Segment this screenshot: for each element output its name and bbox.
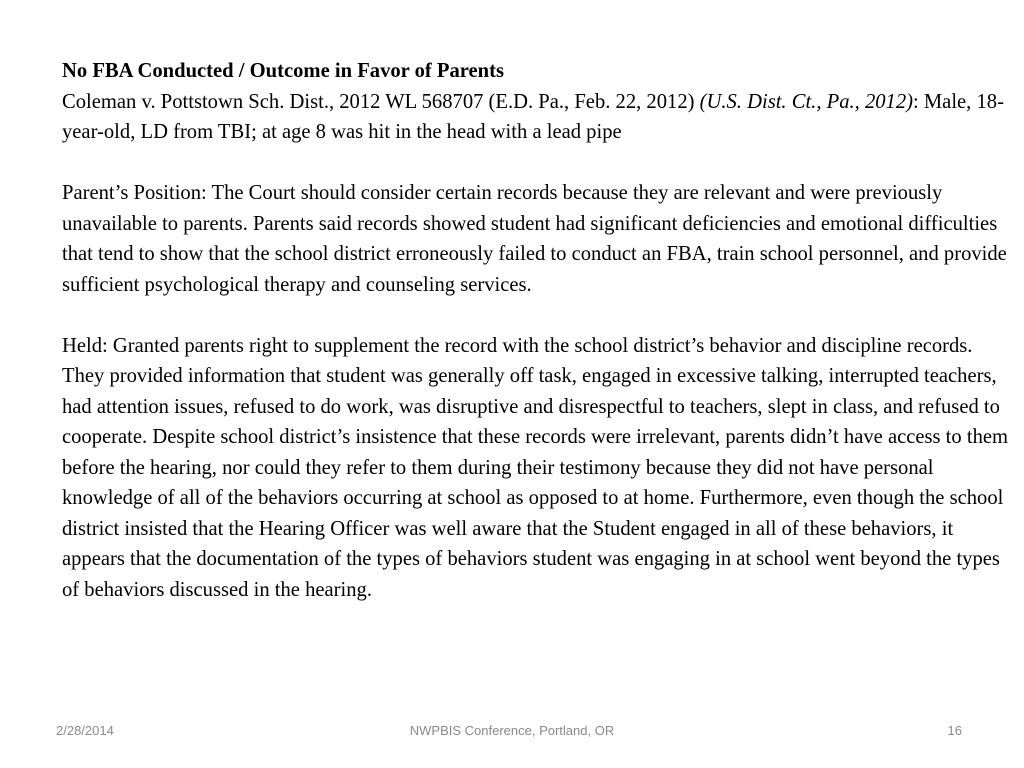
held-paragraph: Held: Granted parents right to supplement the record with the school district’s behavior and discipline records. They provided information that student was generally off task, engaged in excessive talking, interrupted teachers, had attention issues, refused to do work, was disruptive and disrespectful to teachers, slept in class, and refused to cooperate. Despite school district’s insistence that these records were irrelevant, parents didn’t have access to them before the hearing, nor could they refer to them during their testimony because they did not have personal knowledge of all of the behaviors occurring at school as opposed to at home. Furthermore, even though the school district insisted that the Hearing Officer was well aware that the Student engaged in all of these behaviors, it appears that the documentation of the types of behaviors student was engaging in at school went beyond the types of behaviors discussed in the hearing. <box>62 334 1009 601</box>
footer-event: NWPBIS Conference, Portland, OR <box>409 723 615 738</box>
case-summary: : Male, 18-year-old, LD from TBI; at age 8 was hit in the head with a lead pipe <box>62 90 1004 143</box>
slide-heading: No FBA Conducted / Outcome in Favor of Parents <box>62 60 504 82</box>
footer-page-number: 16 <box>947 723 962 738</box>
footer-date: 2/28/2014 <box>56 723 114 738</box>
case-citation: Coleman v. Pottstown Sch. Dist., 2012 WL 568707 (E.D. Pa., Feb. 22, 2012) <box>62 90 700 113</box>
paragraph-spacer <box>62 148 1014 179</box>
paragraph-spacer <box>62 300 1014 331</box>
case-court: (U.S. Dist. Ct., Pa., 2012) <box>699 90 913 113</box>
case-paragraph <box>62 87 1014 148</box>
parents-position-paragraph: Parent’s Position: The Court should consider certain records because they are relevant and were previously unavailable to parents. Parents said records showed student had significant deficiencies and emotional difficulties that tend to show that the school district erroneously failed to conduct an FBA, train school personnel, and provide sufficient psychological therapy and counseling services. <box>62 182 1007 296</box>
slide-body <box>62 56 1014 605</box>
